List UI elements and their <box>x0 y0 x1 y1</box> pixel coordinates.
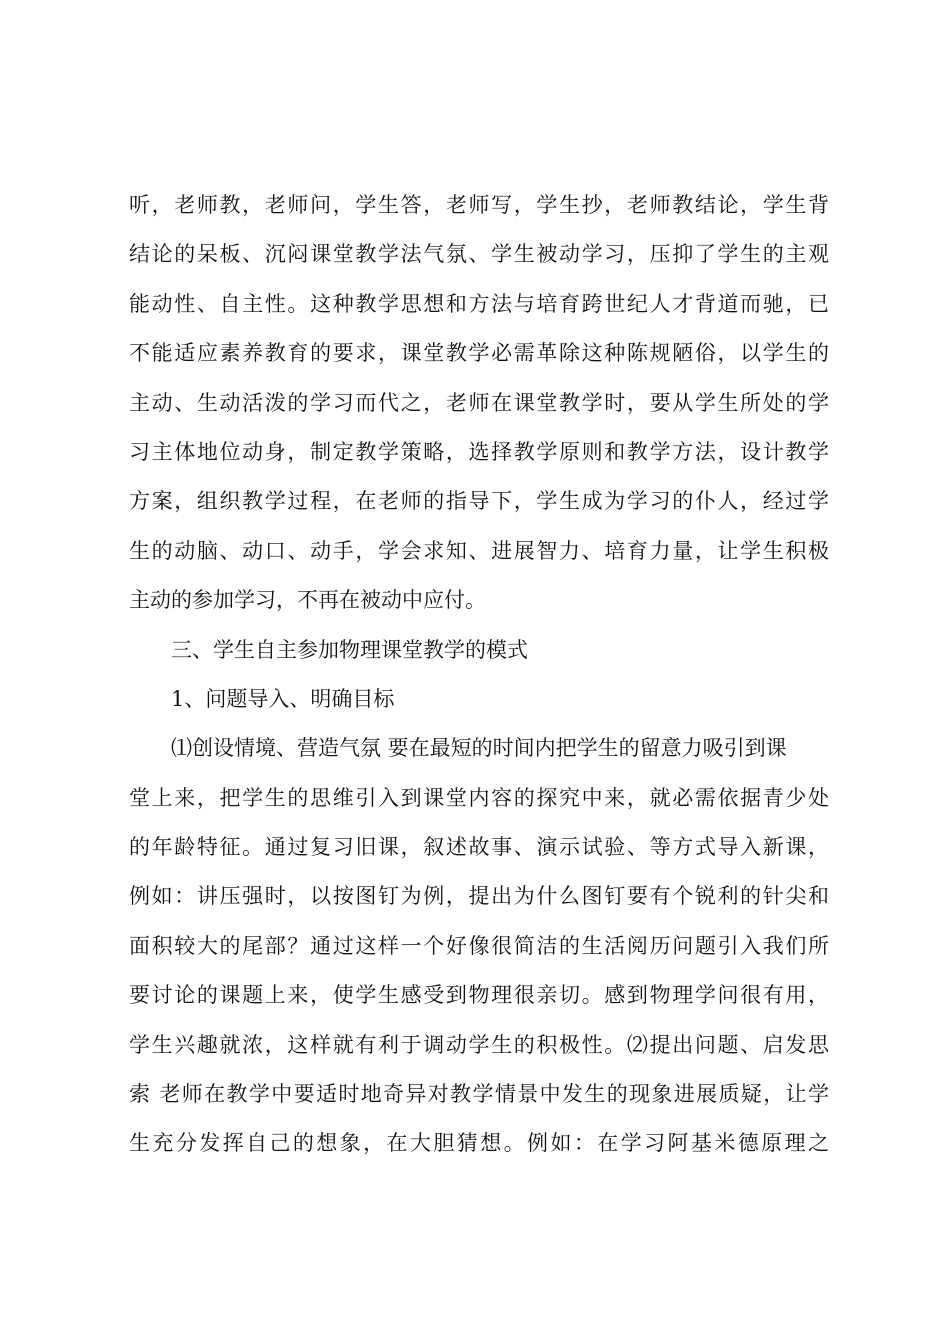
subsection-heading: 1、问题导入、明确目标 <box>171 686 395 711</box>
text-line-16: 面积较大的尾部？通过这样一个好像很简洁的生活阅历问题引入我们所 <box>129 933 829 958</box>
text-line-5: 主动、生动活泼的学习而代之，老师在课堂教学时，要从学生所处的学 <box>129 390 829 415</box>
paragraph-start-line: ⑴创设情境、营造气氛 要在最短的时间内把学生的留意力吸引到课 <box>171 736 787 761</box>
text-line-17: 要讨论的课题上来，使学生感受到物理很亲切。感到物理学问很有用， <box>129 983 829 1008</box>
document-body <box>129 181 829 1169</box>
text-line-1: 听，老师教，老师问，学生答，老师写，学生抄，老师教结论，学生背 <box>129 193 829 217</box>
text-line-19: 索 老师在教学中要适时地奇异对教学情景中发生的现象进展质疑，让学 <box>129 1082 829 1107</box>
text-line-14: 的年龄特征。通过复习旧课，叙述故事、演示试验、等方式导入新课， <box>129 835 829 860</box>
text-line-8: 生的动脑、动口、动手，学会求知、进展智力、培育力量，让学生积极 <box>129 538 829 563</box>
text-line-2: 结论的呆板、沉闷课堂教学法气氛、学生被动学习，压抑了学生的主观 <box>129 242 829 267</box>
section-heading: 三、学生自主参加物理课堂教学的模式 <box>171 637 528 662</box>
text-line-6: 习主体地位动身，制定教学策略，选择教学原则和教学方法，设计教学 <box>129 439 829 464</box>
text-line-20: 生充分发挥自己的想象，在大胆猜想。例如：在学习阿基米德原理之 <box>129 1131 829 1156</box>
text-line-15: 例如：讲压强时，以按图钉为例，提出为什么图钉要有个锐利的针尖和 <box>129 884 829 909</box>
text-line-9: 主动的参加学习，不再在被动中应付。 <box>129 588 486 613</box>
text-line-4: 不能适应素养教育的要求，课堂教学必需革除这种陈规陋俗，以学生的 <box>129 341 829 366</box>
text-line-18: 学生兴趣就浓，这样就有利于调动学生的积极性。⑵提出问题、启发思 <box>129 1032 829 1057</box>
text-line-13: 堂上来，把学生的思维引入到课堂内容的探究中来，就必需依据青少处 <box>129 785 829 810</box>
text-line-3: 能动性、自主性。这种教学思想和方法与培育跨世纪人才背道而驰，已 <box>129 291 829 316</box>
text-line-7: 方案，组织教学过程，在老师的指导下，学生成为学习的仆人，经过学 <box>129 489 829 514</box>
